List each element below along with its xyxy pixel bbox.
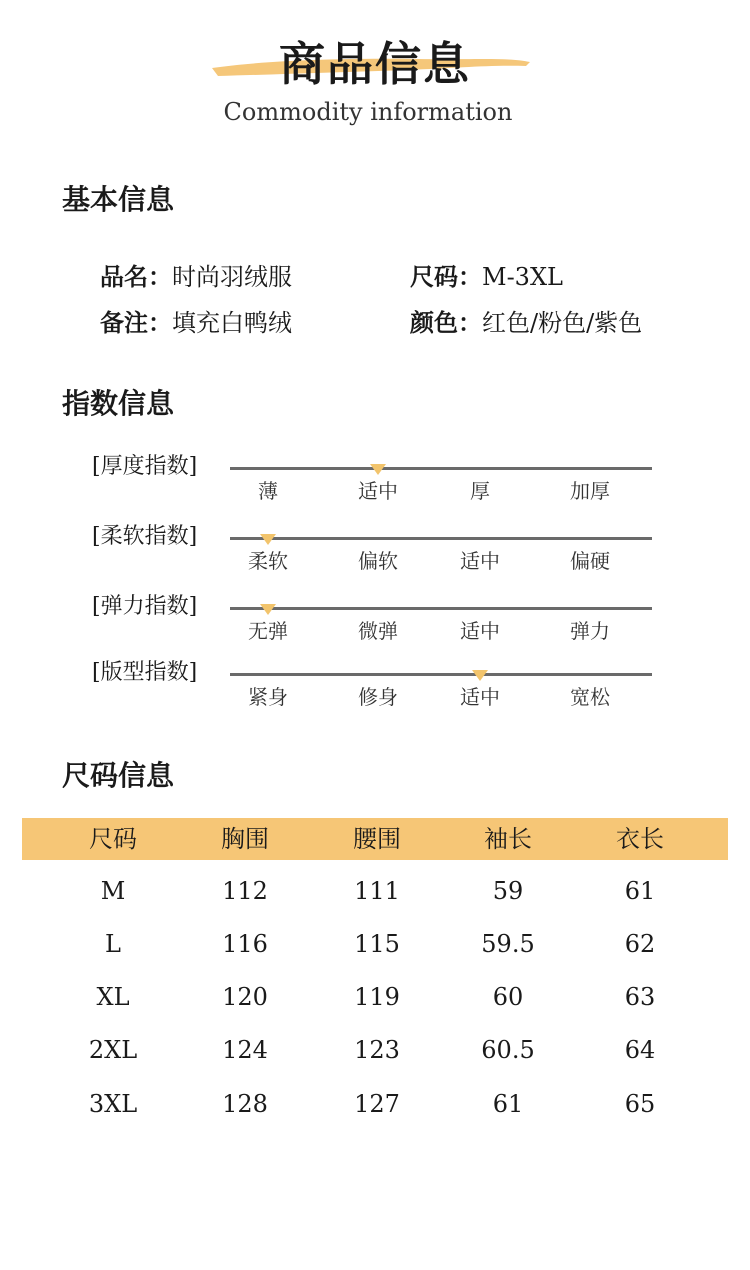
index-tick-label: 适中 — [460, 685, 500, 709]
index-label: [弹力指数] — [92, 594, 198, 619]
size-table-cell: 62 — [624, 930, 656, 958]
color-value: 红色/粉色/紫色 — [482, 309, 643, 337]
color-key: 颜色： — [410, 308, 482, 337]
size-table-cell: 112 — [222, 877, 268, 905]
size-table-cell: 119 — [354, 983, 400, 1011]
size-table-cell: 128 — [222, 1090, 268, 1118]
product-name-row — [100, 260, 292, 294]
size-table-column-header: 腰围 — [353, 825, 401, 853]
size-table-cell: 2XL — [88, 1036, 138, 1064]
index-tick-label: 适中 — [460, 549, 500, 573]
index-scale-line — [230, 673, 652, 676]
size-range-key: 尺码： — [410, 262, 482, 291]
size-range-value: M-3XL — [482, 263, 563, 291]
index-label: [厚度指数] — [92, 454, 198, 479]
note-key: 备注： — [100, 308, 172, 337]
note-value: 填充白鸭绒 — [172, 309, 292, 337]
index-tick-label: 弹力 — [570, 619, 610, 643]
index-tick-label: 适中 — [358, 479, 398, 503]
page-title: 商品信息 — [279, 37, 471, 91]
size-table-cell: 61 — [624, 877, 656, 905]
index-scale-line — [230, 467, 652, 470]
size-table-column-header: 胸围 — [221, 825, 269, 853]
size-info-heading: 尺码信息 — [62, 759, 175, 792]
note-row — [100, 306, 292, 340]
index-marker-icon — [370, 464, 386, 475]
size-table-column-header: 衣长 — [616, 825, 664, 853]
page-subtitle: Commodity information — [223, 98, 513, 126]
basic-info-heading: 基本信息 — [62, 183, 175, 216]
size-table-cell: 59.5 — [481, 930, 535, 958]
size-table-cell: 59 — [492, 877, 524, 905]
size-table-column-header: 袖长 — [484, 825, 532, 853]
index-tick-label: 宽松 — [570, 685, 610, 709]
size-table-cell: XL — [96, 983, 130, 1011]
size-table-cell: 127 — [354, 1090, 400, 1118]
product-name-key: 品名： — [100, 262, 172, 291]
index-tick-label: 柔软 — [248, 549, 288, 573]
index-marker-icon — [260, 604, 276, 615]
size-table-cell: 63 — [624, 983, 656, 1011]
index-marker-icon — [260, 534, 276, 545]
index-tick-label: 修身 — [358, 685, 398, 709]
size-table-cell: M — [100, 877, 126, 905]
index-tick-label: 加厚 — [570, 479, 610, 503]
index-scale-line — [230, 537, 652, 540]
size-table-cell: 60 — [492, 983, 524, 1011]
index-tick-label: 薄 — [258, 479, 278, 503]
size-table-cell: 120 — [222, 983, 268, 1011]
index-tick-label: 微弹 — [358, 619, 398, 643]
index-scale-line — [230, 607, 652, 610]
size-table-cell: L — [105, 930, 121, 958]
index-tick-label: 紧身 — [248, 685, 288, 709]
index-marker-icon — [472, 670, 488, 681]
size-table-cell: 111 — [354, 877, 400, 905]
size-table-cell: 123 — [354, 1036, 400, 1064]
product-name-value: 时尚羽绒服 — [172, 263, 292, 291]
index-info-heading: 指数信息 — [62, 387, 175, 420]
index-tick-label: 无弹 — [248, 619, 288, 643]
size-table-cell: 61 — [492, 1090, 524, 1118]
size-table-cell: 65 — [624, 1090, 656, 1118]
size-table-cell: 116 — [222, 930, 268, 958]
size-range-row — [410, 260, 563, 294]
size-table-cell: 64 — [624, 1036, 656, 1064]
size-table-cell: 3XL — [88, 1090, 138, 1118]
index-tick-label: 偏硬 — [570, 549, 610, 573]
index-tick-label: 适中 — [460, 619, 500, 643]
size-table-cell: 115 — [354, 930, 400, 958]
size-table-cell: 60.5 — [481, 1036, 535, 1064]
size-table-cell: 124 — [222, 1036, 268, 1064]
index-label: [柔软指数] — [92, 524, 198, 549]
index-label: [版型指数] — [92, 660, 198, 685]
size-table-column-header: 尺码 — [89, 825, 137, 853]
index-tick-label: 厚 — [470, 479, 490, 503]
index-tick-label: 偏软 — [358, 549, 398, 573]
color-row — [410, 306, 642, 340]
